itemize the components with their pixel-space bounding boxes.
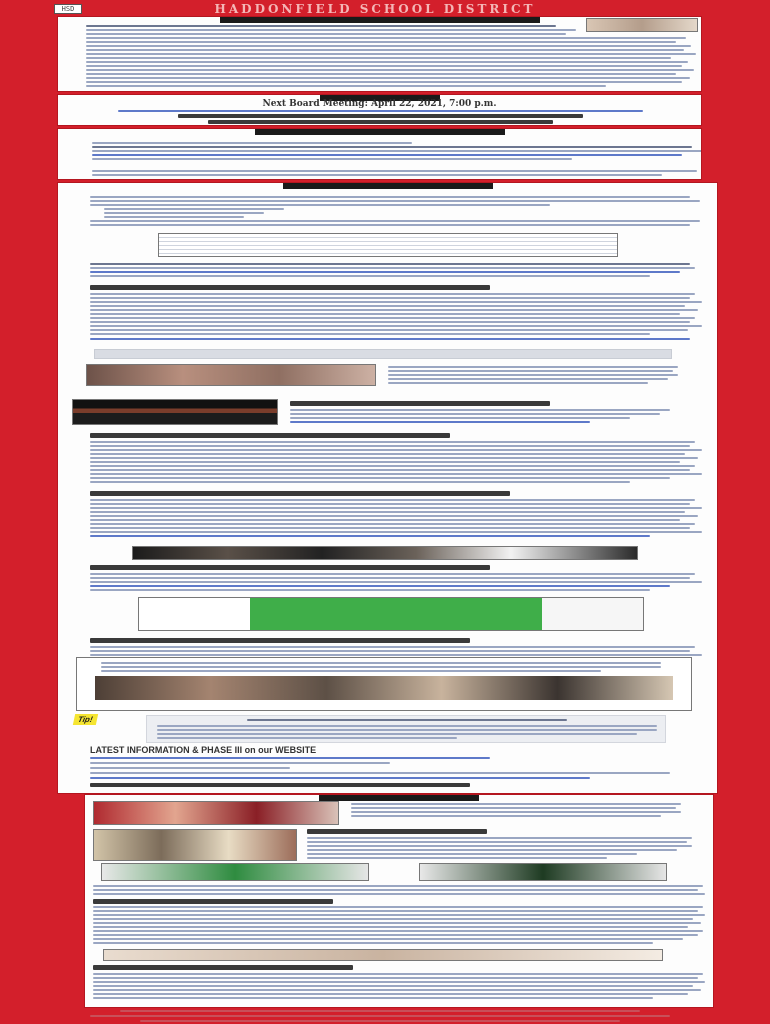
news-heading [290,401,550,406]
latest-info-heading: LATEST INFORMATION & PHASE III on our WEBSITE [90,745,317,755]
news-heading [90,783,470,787]
updates-panel [57,128,702,180]
school-photo-1 [93,801,339,825]
school-photo-4 [419,863,667,881]
schedule-table [158,233,618,257]
district-logo-icon[interactable]: HSD [54,4,82,14]
section-banner [255,129,505,135]
district-title: HADDONFIELD SCHOOL DISTRICT [214,2,536,16]
school-photo-2 [93,829,297,861]
news-heading [90,433,450,438]
callout-strip [94,349,672,359]
superintendent-photo [586,18,698,32]
tip-box [146,715,666,743]
school-photo-5 [103,949,663,961]
main-news-panel [57,182,718,794]
masthead [0,0,770,16]
section-banner [283,183,493,189]
news-heading [90,491,510,496]
section-banner [319,795,479,801]
section-banner [220,17,540,23]
news-graphic-banner [138,597,644,631]
board-meeting-line: Next Board Meeting: April 22, 2021, 7:00 p.m. [262,99,497,109]
school-heading [307,829,487,834]
news-photo-strip [132,546,638,560]
news-heading [90,638,470,643]
school-news-panel [84,794,714,1008]
superintendent-panel [57,16,702,92]
school-heading [93,965,353,970]
footer [0,1008,770,1024]
news-photo-1 [86,364,376,386]
board-meeting-link[interactable] [118,110,643,112]
school-heading [93,899,333,904]
tip-label: Tip! [73,714,98,725]
news-photo-2 [72,399,278,425]
board-meeting-subhead [178,114,583,118]
school-photo-3 [101,863,369,881]
news-heading [90,565,490,570]
board-meeting-panel [57,94,702,126]
board-meeting-subhead [208,120,553,124]
news-heading [90,285,490,290]
news-photo-wide [76,657,692,711]
